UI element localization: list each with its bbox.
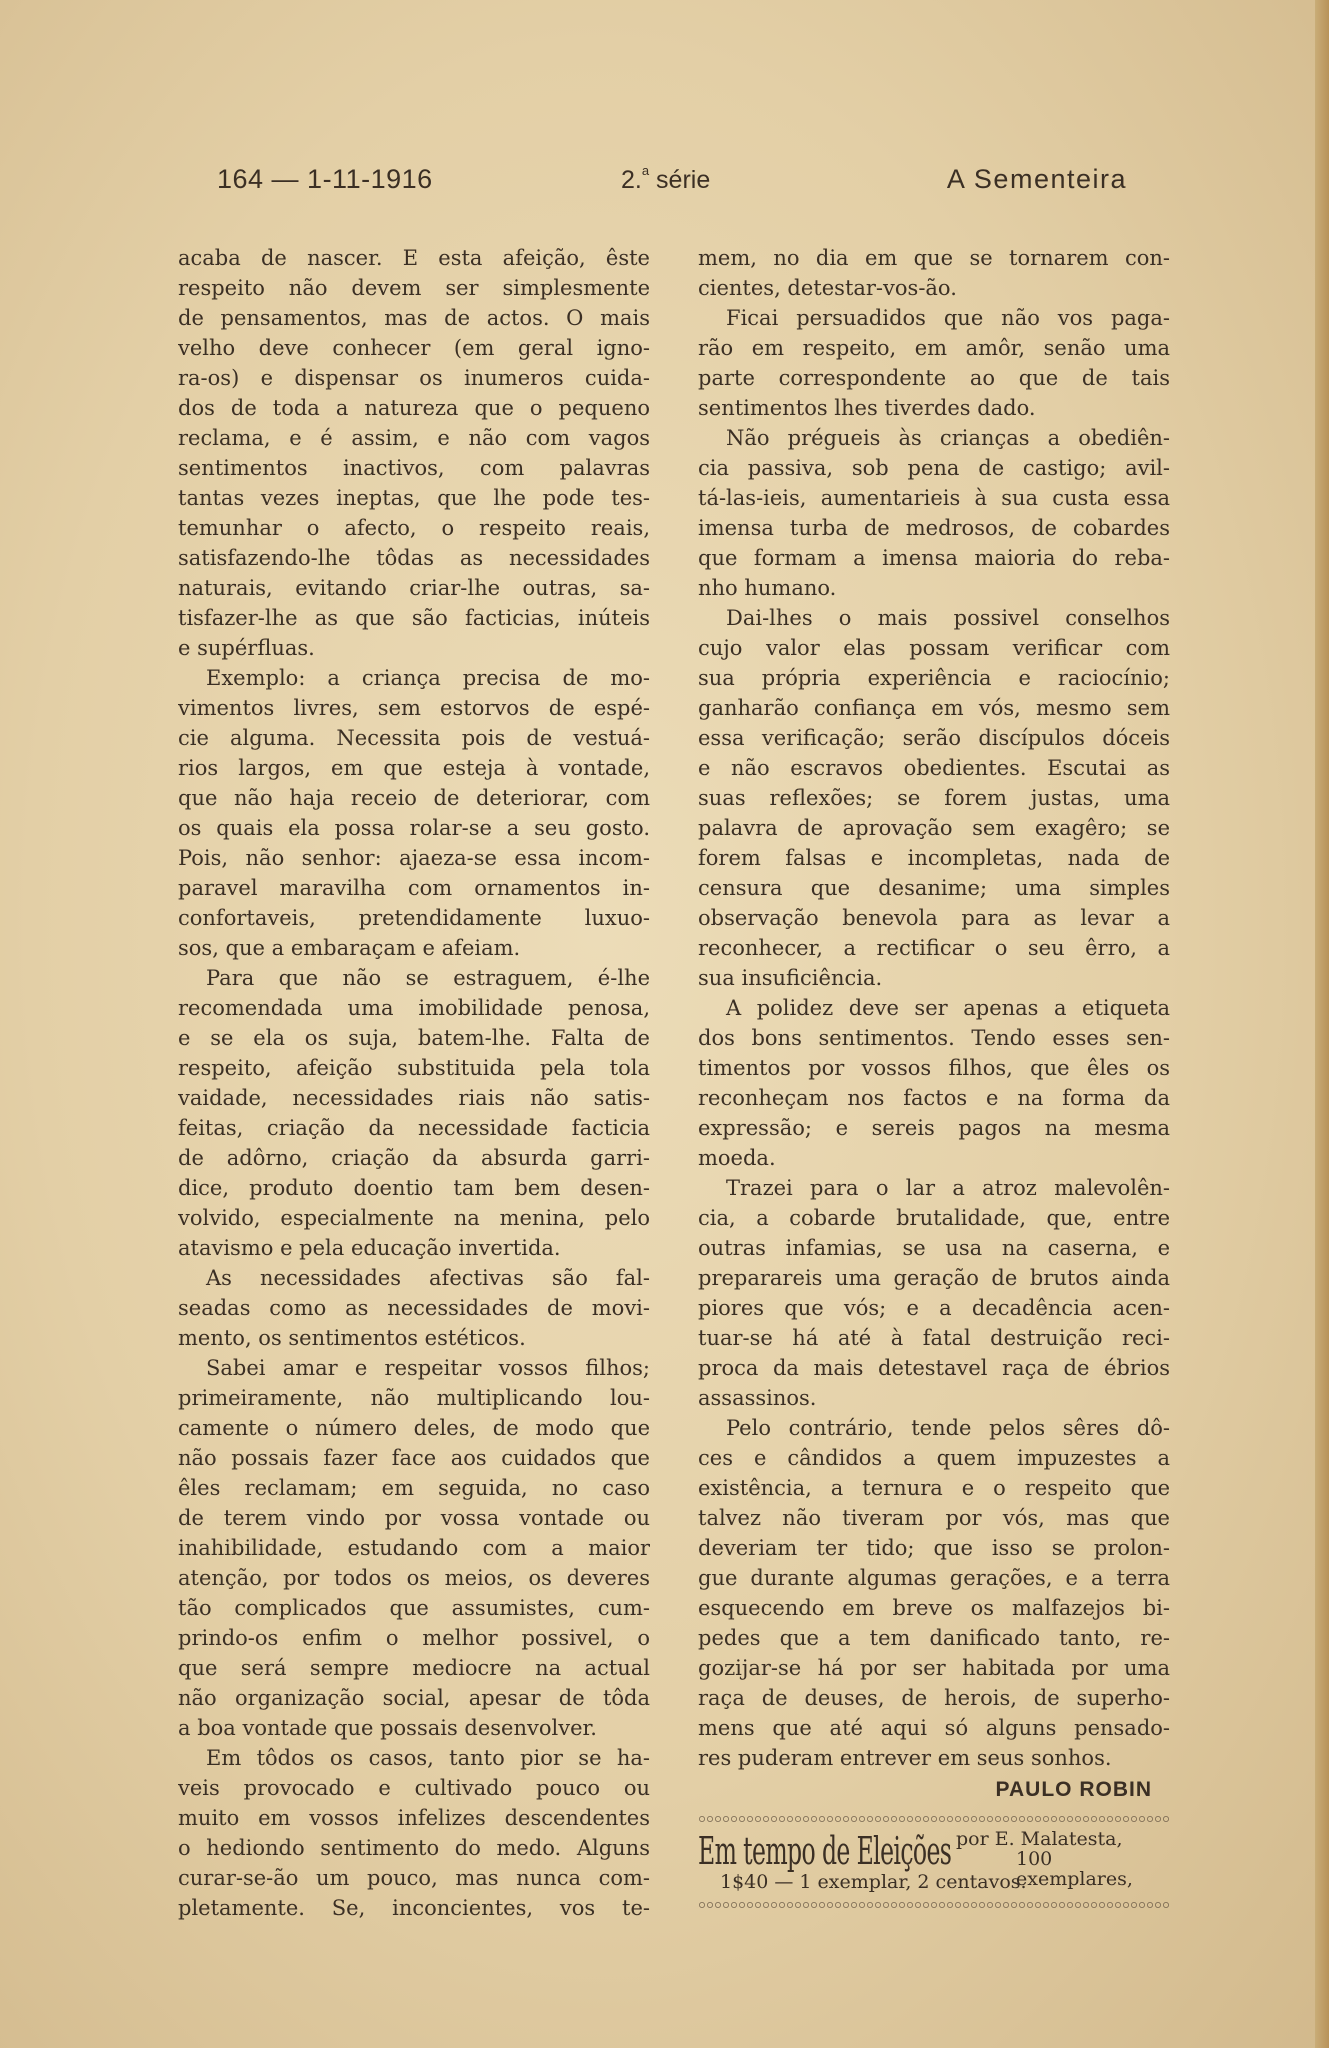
text-line: recomendada uma imobilidade penosa, [178, 996, 650, 1020]
text-line: imensa turba de medrosos, de cobardes [698, 516, 1170, 540]
text-line: Pelo contrário, tende pelos sêres dô- [726, 1416, 1170, 1440]
text-line: dos bons sentimentos. Tendo esses sen- [698, 1026, 1170, 1050]
ad-author: por E. Malatesta, [956, 1828, 1123, 1850]
text-line: expressão; e sereis pagos na mesma [698, 1116, 1170, 1140]
text-line: respeito não devem ser simplesmente [178, 276, 650, 300]
text-line: Pois, não senhor: ajaeza-se essa incom- [178, 846, 650, 870]
text-line: que será sempre mediocre na actual [178, 1656, 650, 1680]
text-line: feitas, criação da necessidade facticia [178, 1116, 650, 1140]
author-signature: PAULO ROBIN [995, 1778, 1152, 1801]
text-line: acaba de nascer. E esta afeição, êste [178, 246, 650, 270]
text-line: dice, produto doentio tam bem desen- [178, 1176, 650, 1200]
text-line: dos de toda a natureza que o pequeno [178, 396, 650, 420]
text-line: reclama, e é assim, e não com vagos [178, 426, 650, 450]
text-line: cujo valor elas possam verificar com [698, 636, 1170, 660]
text-line: Para que não se estraguem, é-lhe [206, 966, 650, 990]
text-line: A polidez deve ser apenas a etiqueta [726, 996, 1170, 1020]
text-line: naturais, evitando criar-lhe outras, sa- [178, 576, 650, 600]
text-line: moeda. [698, 1146, 776, 1170]
text-line: censura que desanime; uma simples [698, 876, 1170, 900]
right-column-text [698, 243, 1170, 1773]
text-line: satisfazendo-lhe tôdas as necessidades [178, 546, 650, 570]
series-word: série [649, 166, 711, 194]
text-line: que não haja receio de deteriorar, com [178, 786, 650, 810]
text-line: suas reflexões; se forem justas, uma [698, 786, 1170, 810]
text-line: timentos por vossos filhos, que êles os [698, 1056, 1170, 1080]
text-line: gue durante algumas gerações, e a terra [698, 1566, 1170, 1590]
text-line: inahibilidade, estudando com a maior [178, 1536, 650, 1560]
text-line: volvido, especialmente na menina, pelo [178, 1206, 650, 1230]
text-line: Trazei para o lar a atroz malevolên- [726, 1176, 1170, 1200]
text-line: piores que vós; e a decadência acen- [698, 1296, 1170, 1320]
series-label [621, 163, 711, 195]
text-line: camente o número deles, de modo que [178, 1416, 650, 1440]
text-line: primeiramente, não multiplicando lou- [178, 1386, 650, 1410]
text-line: de pensamentos, mas de actos. O mais [178, 306, 650, 330]
text-line: e supérfluas. [178, 636, 315, 660]
text-line: tantas vezes ineptas, que lhe pode tes- [178, 486, 650, 510]
text-line: reconheçam nos factos e na forma da [698, 1086, 1170, 1110]
text-line: temunhar o afecto, o respeito reais, [178, 516, 650, 540]
text-line: confortaveis, pretendidamente luxuo- [178, 906, 650, 930]
ad-copies: 100 exemplares, [1016, 1848, 1133, 1890]
page-header [217, 164, 1127, 204]
text-line: velho deve conhecer (em geral igno- [178, 336, 650, 360]
text-line: atavismo e pela educação invertida. [178, 1236, 561, 1260]
ornamental-rule-bottom [698, 1901, 1170, 1909]
text-line: tá-las-ieis, aumentarieis à sua custa essa [698, 486, 1170, 510]
text-line: paravel maravilha com ornamentos in- [178, 876, 650, 900]
text-line: ra-os) e dispensar os inumeros cuida- [178, 366, 650, 390]
text-line: curar-se-ão um pouco, mas nunca com- [178, 1866, 650, 1890]
text-line: atenção, por todos os meios, os deveres [178, 1566, 650, 1590]
text-line: mens que até aqui só alguns pensado- [698, 1716, 1170, 1740]
text-line: sentimentos inactivos, com palavras [178, 456, 650, 480]
text-line: Dai-lhes o mais possivel conselhos [726, 606, 1170, 630]
text-line: tuar-se há até à fatal destruição reci- [698, 1326, 1170, 1350]
text-line: Não prégueis às crianças a obediên- [726, 426, 1170, 450]
text-line: esquecendo em breve os malfazejos bi- [698, 1596, 1170, 1620]
left-column [178, 243, 650, 1923]
text-line: rios largos, em que esteja à vontade, [178, 756, 650, 780]
text-line: outras infamias, se usa na caserna, e [698, 1236, 1170, 1260]
text-line: pletamente. Se, inconcientes, vos te- [178, 1896, 650, 1920]
text-line: não organização social, apesar de tôda [178, 1686, 650, 1710]
ad-price: 1$40 — 1 exemplar, 2 centavos. [720, 1871, 1027, 1893]
text-line: vimentos livres, sem estorvos de espé- [178, 696, 650, 720]
text-line: preparareis uma geração de brutos ainda [698, 1266, 1170, 1290]
text-line: muito em vossos infelizes descendentes [178, 1806, 650, 1830]
text-line: palavra de aprovação sem exagêro; se [698, 816, 1170, 840]
text-line: ces e cândidos a quem impuzestes a [698, 1446, 1170, 1470]
text-line: ganharão confiança em vós, mesmo sem [698, 696, 1170, 720]
text-line: sua insuficiência. [698, 966, 883, 990]
text-line: deveriam ter tido; que isso se prolon- [698, 1536, 1170, 1560]
text-line: prindo-os enfim o melhor possivel, o [178, 1626, 650, 1650]
text-line: tão complicados que assumistes, cum- [178, 1596, 650, 1620]
text-line: seadas como as necessidades de movi- [178, 1296, 650, 1320]
text-line: assassinos. [698, 1386, 817, 1410]
text-line: reconhecer, a rectificar o seu êrro, a [698, 936, 1170, 960]
text-line: parte correspondente ao que de tais [698, 366, 1170, 390]
text-line: cie alguma. Necessita pois de vestuá- [178, 726, 650, 750]
text-line: não possais fazer face aos cuidados que [178, 1446, 650, 1470]
text-line: mento, os sentimentos estéticos. [178, 1326, 526, 1350]
text-line: e se ela os suja, batem-lhe. Falta de [178, 1026, 650, 1050]
text-line: forem falsas e incompletas, nada de [698, 846, 1170, 870]
text-line: existência, a ternura e o respeito que [698, 1476, 1170, 1500]
text-line: essa verificação; serão discípulos dóceis [698, 726, 1170, 750]
text-line: Ficai persuadidos que não vos paga- [726, 306, 1170, 330]
text-line: vaidade, necessidades riais não satis- [178, 1086, 650, 1110]
series-number: 2. [621, 166, 642, 194]
text-line: Exemplo: a criança precisa de mo- [206, 666, 650, 690]
text-line: cientes, detestar-vos-ão. [698, 276, 957, 300]
text-line: respeito, afeição substituida pela tola [178, 1056, 650, 1080]
page-edge [1315, 0, 1329, 2048]
text-line: raça de deuses, de herois, de superho- [698, 1686, 1170, 1710]
text-line: veis provocado e cultivado pouco ou [178, 1776, 650, 1800]
text-line: de adôrno, criação da absurda garri- [178, 1146, 650, 1170]
ornamental-rule-top [698, 1815, 1170, 1823]
text-line: os quais ela possa rolar-se a seu gosto. [178, 816, 650, 840]
text-line: res puderam entrever em seus sonhos. [698, 1746, 1112, 1770]
text-line: de terem vindo por vossa vontade ou [178, 1506, 650, 1530]
text-line: talvez não tiveram por vós, mas que [698, 1506, 1170, 1530]
text-line: As necessidades afectivas são fal- [206, 1266, 650, 1290]
series-superscript: a [641, 163, 650, 178]
text-line: cia passiva, sob pena de castigo; avil- [698, 456, 1170, 480]
text-line: sentimentos lhes tiverdes dado. [698, 396, 1036, 420]
book-advertisement [698, 1829, 1170, 1891]
text-line: pedes que a tem danificado tanto, re- [698, 1626, 1170, 1650]
issue-date: 164 — 1-11-1916 [217, 164, 433, 194]
text-line: o hediondo sentimento do medo. Alguns [178, 1836, 650, 1860]
text-line: observação benevola para as levar a [698, 906, 1170, 930]
ad-title: Em tempo de Eleições [698, 1829, 952, 1873]
text-line: que formam a imensa maioria do reba- [698, 546, 1170, 570]
text-line: e não escravos obedientes. Escutai as [698, 756, 1170, 780]
text-line: sos, que a embaraçam e afeiam. [178, 936, 521, 960]
text-line: nho humano. [698, 576, 837, 600]
text-line: mem, no dia em que se tornarem con- [698, 246, 1170, 270]
publication-title: A Sementeira [946, 164, 1127, 194]
text-line: Sabei amar e respeitar vossos filhos; [206, 1356, 650, 1380]
text-line: proca da mais detestavel raça de ébrios [698, 1356, 1170, 1380]
text-line: êles reclamam; em seguida, no caso [178, 1476, 650, 1500]
right-column [698, 243, 1170, 1915]
text-line: cia, a cobarde brutalidade, que, entre [698, 1206, 1170, 1230]
text-line: tisfazer-lhe as que são facticias, inúteis [178, 606, 650, 630]
text-line: gozijar-se há por ser habitada por uma [698, 1656, 1170, 1680]
text-line: sua própria experiência e raciocínio; [698, 666, 1170, 690]
text-line: a boa vontade que possais desenvolver. [178, 1716, 597, 1740]
text-line: rão em respeito, em amôr, senão uma [698, 336, 1170, 360]
text-line: Em tôdos os casos, tanto pior se ha- [206, 1746, 650, 1770]
